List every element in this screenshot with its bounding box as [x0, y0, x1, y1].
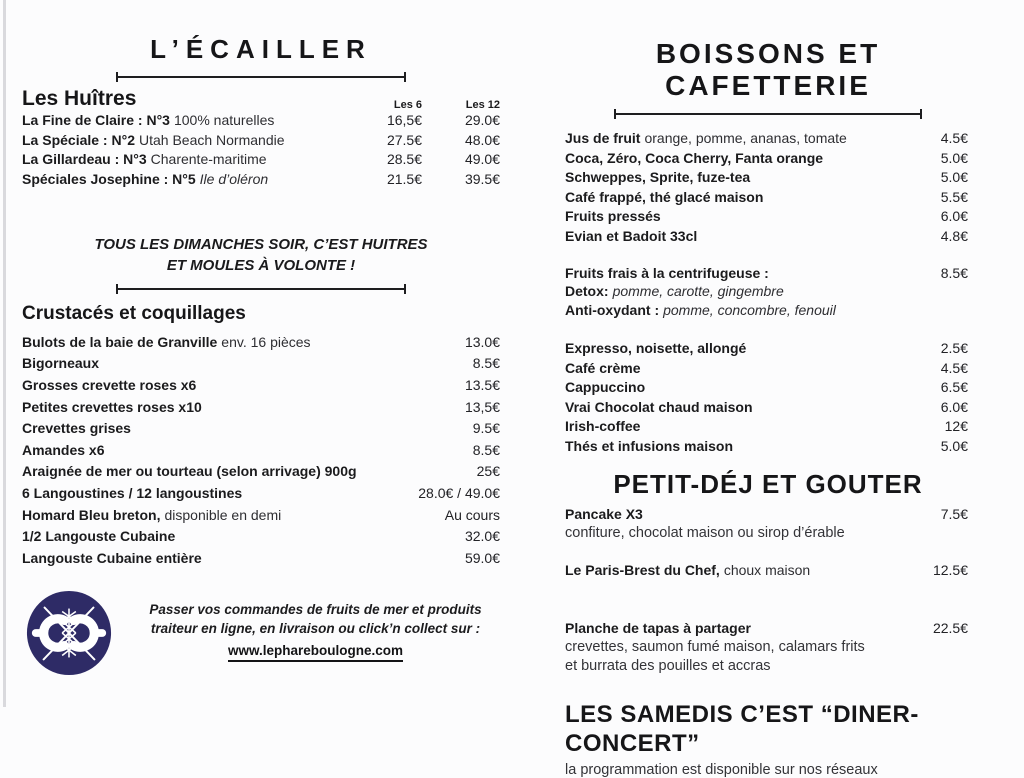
- item-price: 4.8€: [940, 227, 968, 244]
- item-name: Araignée de mer ou tourteau (selon arrivage) 900g: [22, 463, 357, 480]
- item-name: Irish-coffee: [565, 418, 641, 435]
- menu-item-row: [22, 526, 500, 548]
- title-rule-left: [116, 76, 406, 78]
- item-name: Coca, Zéro, Coca Cherry, Fanta orange: [565, 149, 824, 166]
- menu-item-row: [565, 505, 968, 525]
- item-name: Langouste Cubaine entière: [22, 549, 202, 566]
- menu-item-row: [22, 353, 500, 375]
- price-les6: 21.5€: [386, 171, 422, 188]
- item-price: 5.0€: [940, 169, 968, 186]
- price-les12: 49.0€: [464, 151, 500, 168]
- item-name: Bigorneaux: [22, 355, 100, 372]
- item-price: 25€: [476, 463, 500, 480]
- menu-item-row: [22, 397, 500, 419]
- item-price: 8.5€: [472, 441, 500, 458]
- item-price: 13,5€: [464, 398, 500, 415]
- item-name: Amandes x6: [22, 441, 105, 458]
- menu-item-row: [565, 188, 968, 208]
- item-price: 59.0€: [464, 549, 500, 566]
- menu-item-row: [565, 149, 968, 169]
- item-name: Crevettes grises: [22, 420, 131, 437]
- item-name: Pancake X3: [565, 505, 643, 522]
- item-name: Petites crevettes roses x10: [22, 398, 202, 415]
- item-price: 6.0€: [940, 398, 968, 415]
- menu-title-ecailler: L’ÉCAILLER: [150, 34, 372, 64]
- item-name: 6 Langoustines / 12 langoustines: [22, 484, 243, 501]
- oyster-row: [22, 170, 500, 190]
- menu-item-row: [565, 282, 968, 301]
- section-heading-huitres: Les Huîtres: [22, 87, 137, 110]
- menu-item-row: [565, 619, 968, 639]
- item-name: Detox: pomme, carotte, gingembre: [565, 283, 784, 300]
- left-column: [22, 0, 500, 677]
- price-col-header-les12: Les 12: [465, 99, 500, 111]
- item-name: Fruits pressés: [565, 208, 661, 225]
- item-price: 5.0€: [940, 149, 968, 166]
- price-les6: 27.5€: [386, 131, 422, 148]
- item-name: Fruits frais à la centrifugeuse :: [565, 264, 769, 281]
- item-price: 28.0€ / 49.0€: [418, 484, 500, 501]
- banner-rule-left: [116, 288, 406, 290]
- coffee-list: [556, 339, 980, 457]
- concert-heading: LES SAMEDIS C’EST “DINER-CONCERT”: [565, 701, 919, 758]
- item-price: 2.5€: [940, 340, 968, 357]
- menu-item-row: [22, 548, 500, 570]
- menu-item-row: [22, 418, 500, 440]
- tapas-section: [556, 619, 980, 677]
- menu-item-row: [565, 264, 968, 283]
- website-link[interactable]: www.lephareboulogne.com: [228, 641, 403, 662]
- menu-item-row: [22, 332, 500, 354]
- item-price: 32.0€: [464, 528, 500, 545]
- item-price: 22.5€: [932, 619, 968, 636]
- item-price: 6.0€: [940, 208, 968, 225]
- item-price: 4.5€: [940, 130, 968, 146]
- item-name: Cappuccino: [565, 379, 646, 396]
- shellfish-list: [22, 332, 500, 570]
- banner-line2: ET MOULES À VOLONTE !: [166, 256, 356, 274]
- item-price: 13.5€: [464, 377, 500, 393]
- breakfast-section: [556, 505, 980, 544]
- oysters-list: [22, 111, 500, 190]
- banner-line1: TOUS LES DIMANCHES SOIR, C’EST HUITRES: [94, 235, 428, 253]
- item-price: Au cours: [444, 506, 500, 523]
- menu-item-row: [22, 440, 500, 462]
- menu-item-row: [22, 483, 500, 505]
- price-les12: 29.0€: [464, 112, 500, 128]
- menu-item-row: [22, 461, 500, 483]
- item-name: Jus de fruit orange, pomme, ananas, tomate: [565, 130, 847, 146]
- oyster-row: [22, 150, 500, 170]
- item-price: 12.5€: [932, 562, 968, 579]
- price-les6: 28.5€: [386, 151, 422, 168]
- menu-item-row: [565, 301, 968, 320]
- item-name: 1/2 Langouste Cubaine: [22, 528, 176, 545]
- menu-item-row: [565, 437, 968, 457]
- section-heading-petit-dej: PETIT-DÉJ ET GOUTER: [613, 468, 923, 499]
- item-description: et burrata des pouilles et accras: [565, 658, 771, 675]
- item-name: Planche de tapas à partager: [565, 619, 751, 636]
- crossed-lobsters-lighthouse-logo-icon: [25, 589, 113, 677]
- item-name: La Gillardeau : N°3 Charente-maritime: [22, 151, 267, 168]
- price-les12: 39.5€: [464, 171, 500, 188]
- menu-item-row: [565, 168, 968, 188]
- item-name: Thés et infusions maison: [565, 438, 734, 455]
- item-price: 9.5€: [472, 420, 500, 437]
- item-name: Expresso, noisette, allongé: [565, 340, 747, 357]
- menu-item-row: [565, 359, 968, 379]
- item-name: Café frappé, thé glacé maison: [565, 188, 764, 205]
- sunday-special-banner: [22, 234, 500, 276]
- item-name: La Fine de Claire : N°3 100% naturelles: [22, 112, 275, 128]
- item-name: Café crème: [565, 359, 641, 376]
- item-name: Evian et Badoit 33cl: [565, 227, 698, 244]
- menu-item-row: [22, 375, 500, 397]
- item-name: Anti-oxydant : pomme, concombre, fenouil: [565, 301, 836, 318]
- scanned-page-edge: [3, 0, 6, 707]
- drinks-list: [556, 129, 980, 247]
- item-name: Grosses crevette roses x6: [22, 377, 197, 393]
- item-description: confiture, chocolat maison ou sirop d’érable: [565, 525, 845, 542]
- item-price: 13.0€: [464, 333, 500, 350]
- item-name: Le Paris-Brest du Chef, choux maison: [565, 562, 811, 579]
- order-info-line1: Passer vos commandes de fruits de mer et produits: [149, 602, 482, 618]
- order-info-text: [131, 600, 500, 662]
- item-name: Spéciales Josephine : N°5 Ile d’oléron: [22, 171, 269, 188]
- oyster-row: [22, 111, 500, 131]
- concert-subtext: la programmation est disponible sur nos réseaux: [565, 762, 878, 778]
- item-price: 5.5€: [940, 188, 968, 205]
- menu-item-row: [22, 505, 500, 527]
- menu-item-row: [565, 207, 968, 227]
- menu-item-row: [565, 378, 968, 398]
- price-les12: 48.0€: [464, 131, 500, 148]
- menu-item-row: [565, 129, 968, 149]
- item-name: La Spéciale : N°2 Utah Beach Normandie: [22, 131, 285, 148]
- menu-item-row: [565, 227, 968, 247]
- price-les6: 16,5€: [386, 112, 422, 128]
- menu-item-row: [565, 417, 968, 437]
- price-col-header-les6: Les 6: [393, 99, 422, 111]
- centrifuge-section: [556, 264, 980, 320]
- order-footer: [22, 589, 500, 677]
- item-name: Schweppes, Sprite, fuze-tea: [565, 169, 751, 186]
- menu-item-row: [565, 339, 968, 359]
- menu-title-boissons: BOISSONS ET CAFETTERIE: [655, 38, 881, 101]
- item-price: 5.0€: [940, 438, 968, 455]
- item-price: 12€: [944, 418, 968, 435]
- item-name: Homard Bleu breton, disponible en demi: [22, 506, 282, 523]
- item-price: 7.5€: [940, 505, 968, 522]
- order-info-line2: traiteur en ligne, en livraison ou click’n collect sur :: [150, 621, 481, 637]
- oyster-row: [22, 131, 500, 151]
- right-column: [556, 0, 980, 778]
- item-name: Bulots de la baie de Granville env. 16 pièces: [22, 333, 311, 350]
- paris-brest-item: [556, 561, 980, 581]
- item-price: 4.5€: [940, 359, 968, 376]
- item-description: crevettes, saumon fumé maison, calamars frits: [565, 639, 865, 656]
- oysters-header-row: [22, 87, 500, 111]
- item-price: 8.5€: [472, 355, 500, 372]
- menu-item-row: [565, 398, 968, 418]
- section-heading-crustaces: Crustacés et coquillages: [22, 302, 246, 324]
- title-rule-right: [614, 113, 922, 115]
- menu-item-row: [565, 561, 968, 581]
- item-price: 6.5€: [940, 379, 968, 396]
- item-price: 8.5€: [940, 264, 968, 281]
- item-name: Vrai Chocolat chaud maison: [565, 398, 753, 415]
